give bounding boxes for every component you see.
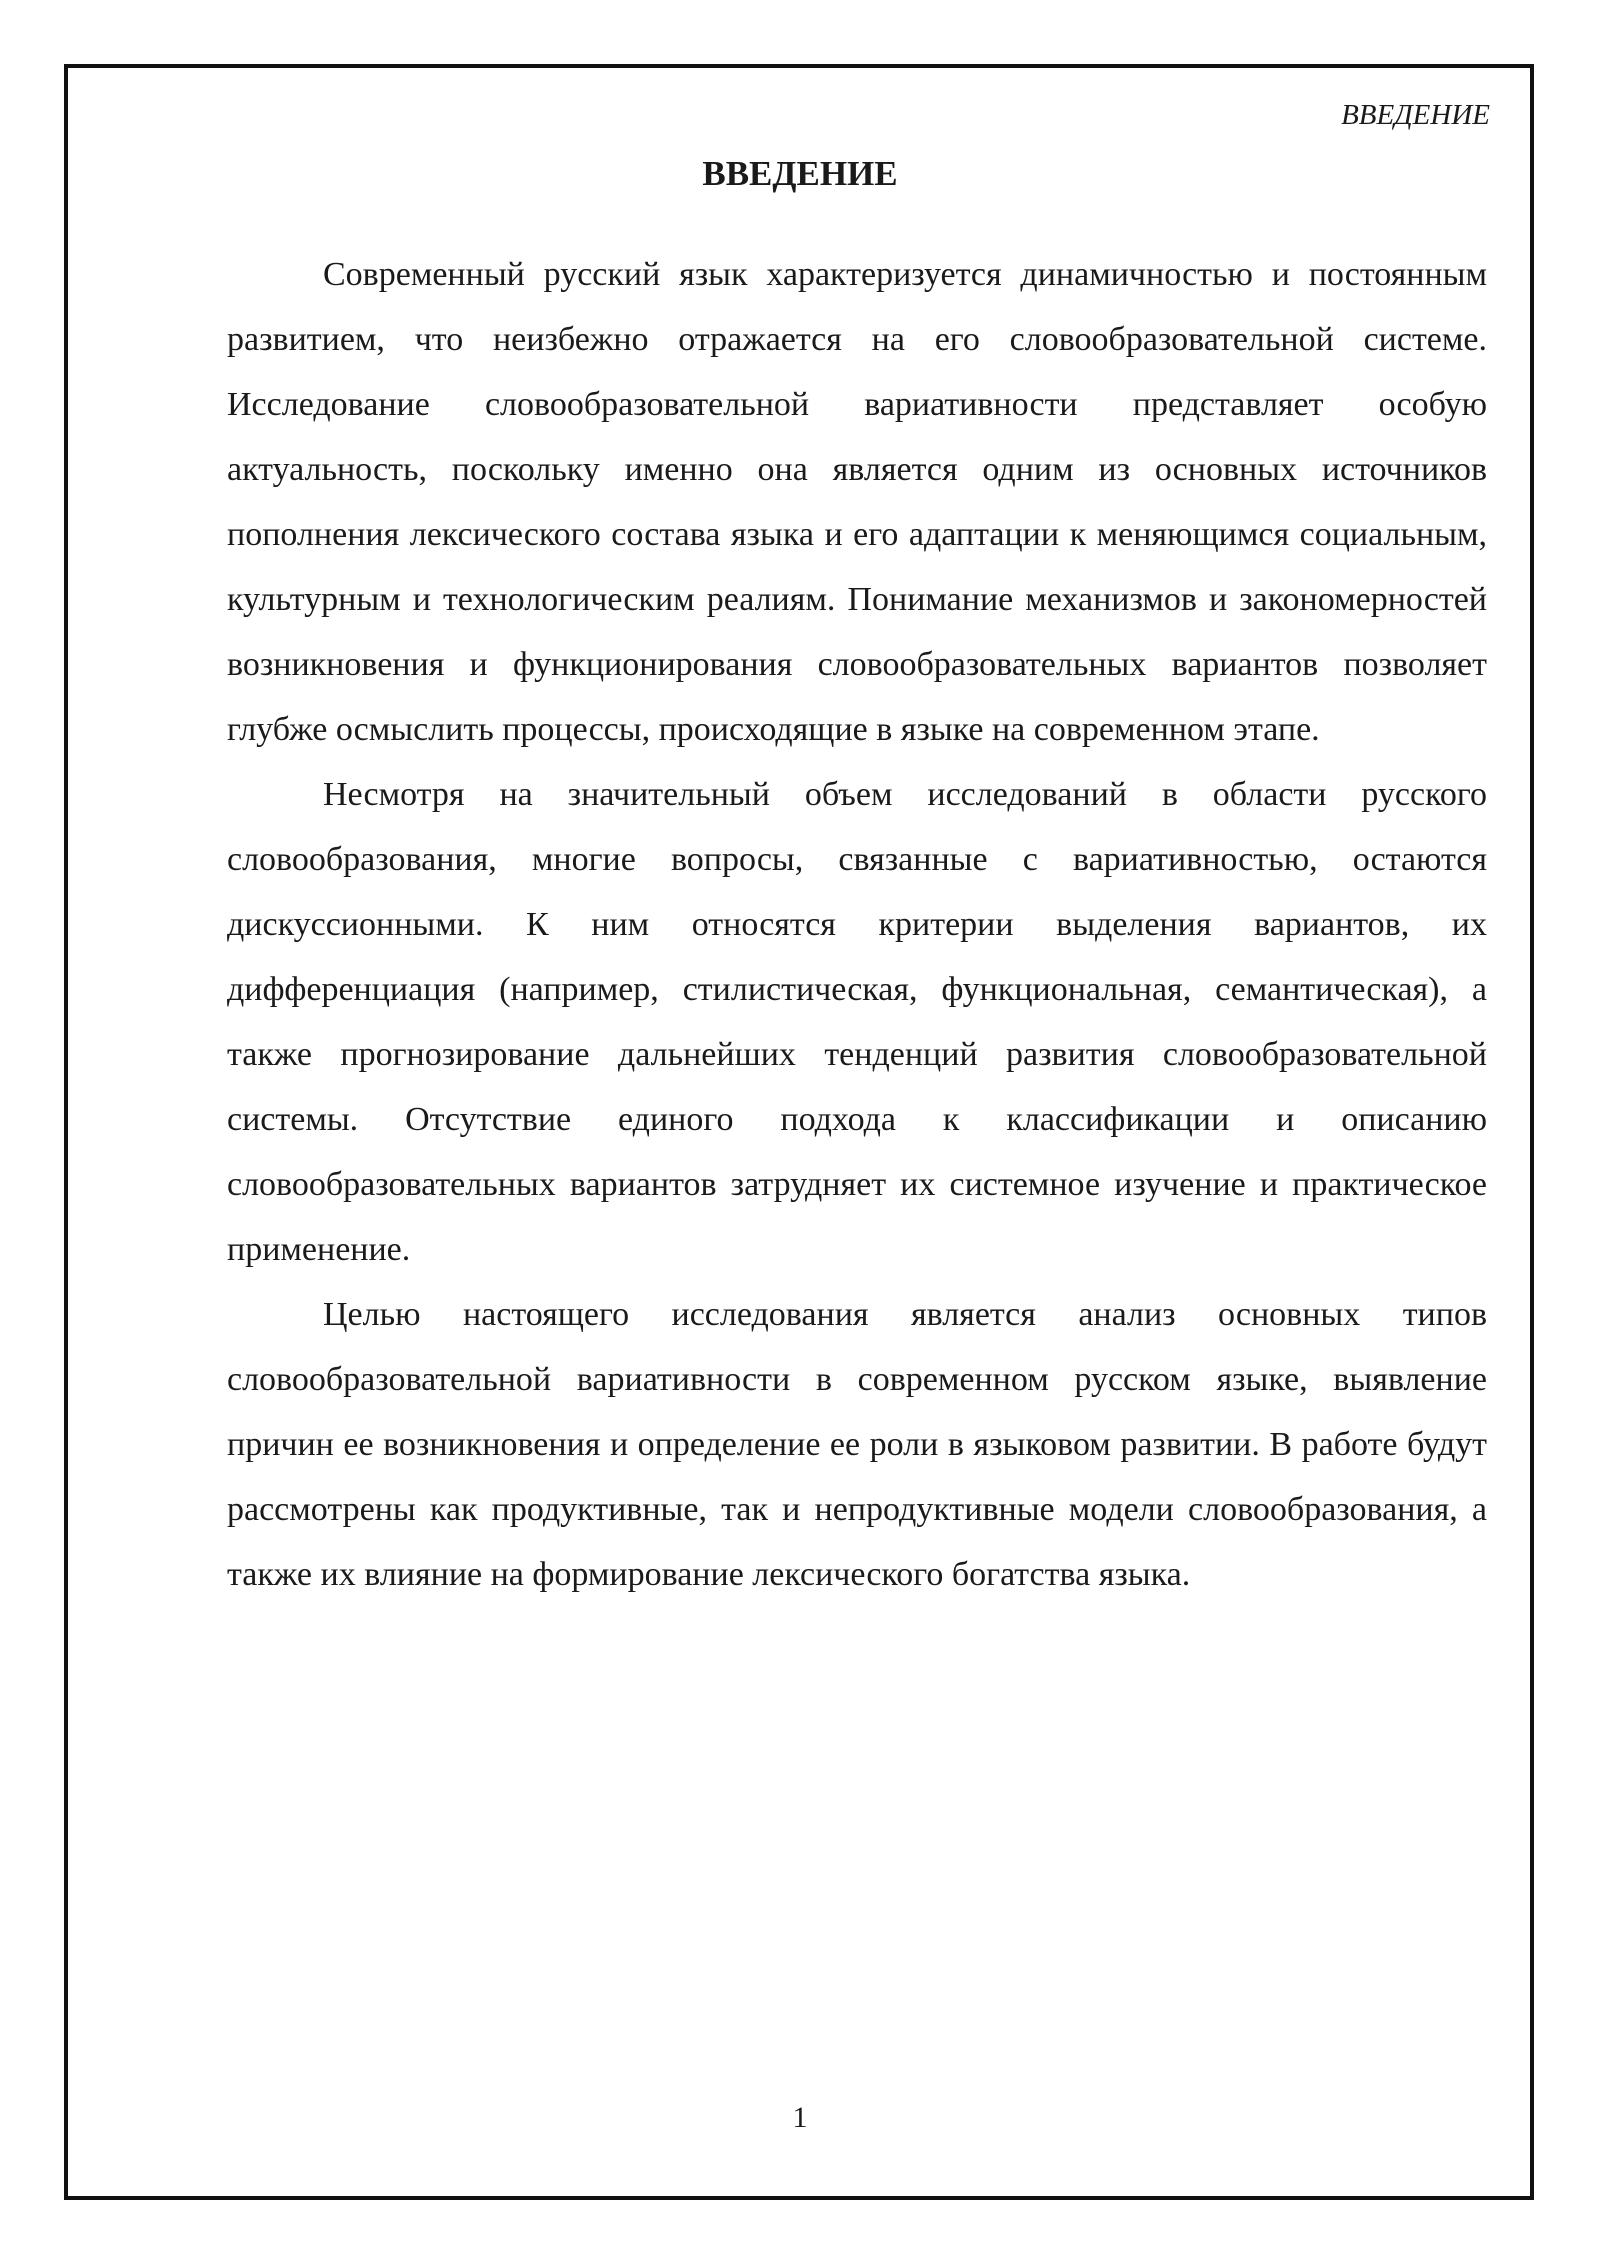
page-title: ВВЕДЕНИЕ: [702, 154, 898, 193]
page-number: 1: [792, 2101, 808, 2134]
running-header: ВВЕДЕНИЕ: [1341, 99, 1490, 131]
paragraph-3: Целью настоящего исследования является анализ основных типов словообразовательной вариативности в современном русском языке, выявление причин ее возникновения и определение ее роли в языковом развитии. В работе будут рассмотрены как продуктивные, так и непродуктивные модели словообразования, а также их влияние на формирование лексического богатства языка.: [227, 1296, 1487, 1593]
paragraph-1: Современный русский язык характеризуется динамичностью и постоянным развитием, что неизбежно отражается на его словообразовательной системе. Исследование словообразовательной вариативности представляет особую актуальность, поскольку именно она является одним из основных источников пополнения лексического состава языка и его адаптации к меняющимся социальным, культурным и технологическим реалиям. Понимание механизмов и закономерностей возникновения и функционирования словообразовательных вариантов позволяет глубже осмыслить процессы, происходящие в языке на современном этапе.: [227, 256, 1487, 748]
body-text: [227, 242, 1487, 1607]
paragraph-2: Несмотря на значительный объем исследований в области русского словообразования, многие вопросы, связанные с вариативностью, остаются дискуссионными. К ним относятся критерии выделения вариантов, их дифференциация (например, стилистическая, функциональная, семантическая), а также прогнозирование дальнейших тенденций развития словообразовательной системы. Отсутствие единого подхода к классификации и описанию словообразовательных вариантов затрудняет их системное изучение и практическое применение.: [227, 776, 1487, 1268]
